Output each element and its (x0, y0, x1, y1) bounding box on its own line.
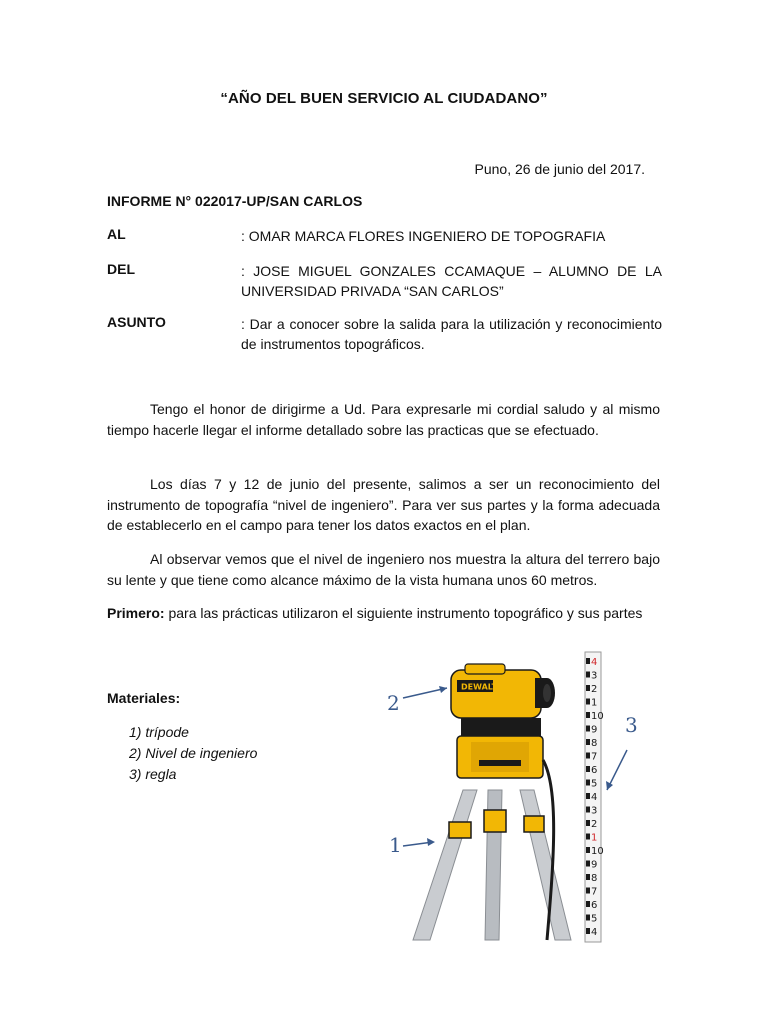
rod-digit: 1 (591, 832, 598, 844)
instrument-figure (375, 640, 665, 945)
brand-label: DEWALT (461, 682, 497, 692)
rod-digit: 5 (591, 778, 598, 790)
rod-tick (586, 928, 590, 934)
header-label-asunto: ASUNTO (107, 314, 166, 330)
header-value-del (241, 261, 662, 301)
rod-digit: 3 (591, 805, 598, 817)
rod-digit: 9 (591, 724, 598, 736)
materiales-item: 1) trípode (129, 724, 189, 740)
paragraph-3: Al observar vemos que el nivel de ingeniero nos muestra la altura del terrero bajo su lente y que tiene como alcance máximo de la vista humana unos 60 metros. (107, 551, 660, 588)
date-line: Puno, 26 de junio del 2017. (474, 161, 645, 177)
rod-digit: 4 (591, 657, 598, 668)
materiales-item: 3) regla (129, 766, 177, 782)
header-value-al: : OMAR MARCA FLORES INGENIERO DE TOPOGRAFIA (241, 228, 606, 244)
rod-digit: 8 (591, 738, 598, 749)
materiales-list (129, 722, 257, 785)
rod-tick (586, 753, 590, 759)
paragraph-2: Los días 7 y 12 de junio del presente, salimos a ser un reconocimiento del instrumento de topografía “nivel de ingeniero”. Para ver sus partes y la forma adecuada de establecerlo en el campo para tener los datos exactos en el plan. (107, 476, 660, 533)
rod-tick (586, 915, 590, 921)
materiales-heading: Materiales: (107, 690, 181, 706)
rod-tick (586, 874, 590, 880)
rod-tick (586, 888, 590, 894)
rod-tick (586, 766, 590, 772)
header-label-al: AL (107, 226, 126, 242)
paragraph-1: Tengo el honor de dirigirme a Ud. Para expresarle mi cordial saludo y al mismo tiempo hacerle llegar el informe detallado sobre las practicas que se efectuado. (107, 401, 660, 438)
rod-digit: 1 (591, 697, 598, 709)
primero-paragraph (107, 603, 647, 624)
rod-digit: 9 (591, 859, 598, 871)
rod-digit: 7 (591, 751, 598, 763)
document-title: “AÑO DEL BUEN SERVICIO AL CIUDADANO” (220, 90, 548, 107)
rod-tick (586, 834, 590, 840)
rod-tick (586, 672, 590, 678)
rod-tick (586, 658, 590, 664)
rod-digit: 10 (591, 711, 604, 722)
rod-digit: 3 (591, 670, 598, 682)
rod-digit: 2 (591, 819, 598, 830)
annotation-label-3: 3 (625, 713, 638, 737)
rod-digit: 8 (591, 873, 598, 884)
rod-digit: 6 (591, 765, 598, 776)
rod-tick (586, 699, 590, 705)
header-value-asunto: : Dar a conocer sobre la salida para la utilización y reconocimiento de instrumentos topográficos. (241, 316, 662, 352)
annotation-label-1: 1 (389, 833, 402, 857)
rod-digit: 4 (591, 927, 598, 938)
rod-tick (586, 712, 590, 718)
rod-digit: 10 (591, 846, 604, 857)
tripod-illustration (413, 664, 571, 940)
header-value-del-line1: : JOSE MIGUEL GONZALES CCAMAQUE – ALUMNO DE LA (241, 263, 662, 279)
rod-tick (586, 807, 590, 813)
rod-tick (586, 901, 590, 907)
leveling-rod-illustration (585, 652, 604, 942)
annotation-label-2: 2 (387, 691, 400, 715)
rod-digit: 4 (591, 792, 598, 803)
header-label-del: DEL (107, 261, 135, 277)
rod-tick (586, 726, 590, 732)
rod-tick (586, 820, 590, 826)
rod-tick (586, 861, 590, 867)
rod-tick (586, 793, 590, 799)
rod-tick (586, 847, 590, 853)
rod-tick (586, 685, 590, 691)
primero-label: Primero: (107, 605, 165, 621)
primero-text: para las prácticas utilizaron el siguiente instrumento topográfico y sus partes (164, 605, 643, 621)
rod-digit: 6 (591, 900, 598, 911)
rod-digit: 7 (591, 886, 598, 898)
rod-tick (586, 739, 590, 745)
header-value-del-line2: UNIVERSIDAD PRIVADA “SAN CARLOS” (241, 283, 504, 299)
rod-tick (586, 780, 590, 786)
informe-number: INFORME N° 022017-UP/SAN CARLOS (107, 193, 363, 209)
rod-digit: 2 (591, 684, 598, 695)
materiales-item: 2) Nivel de ingeniero (129, 745, 258, 761)
rod-digit: 5 (591, 913, 598, 925)
